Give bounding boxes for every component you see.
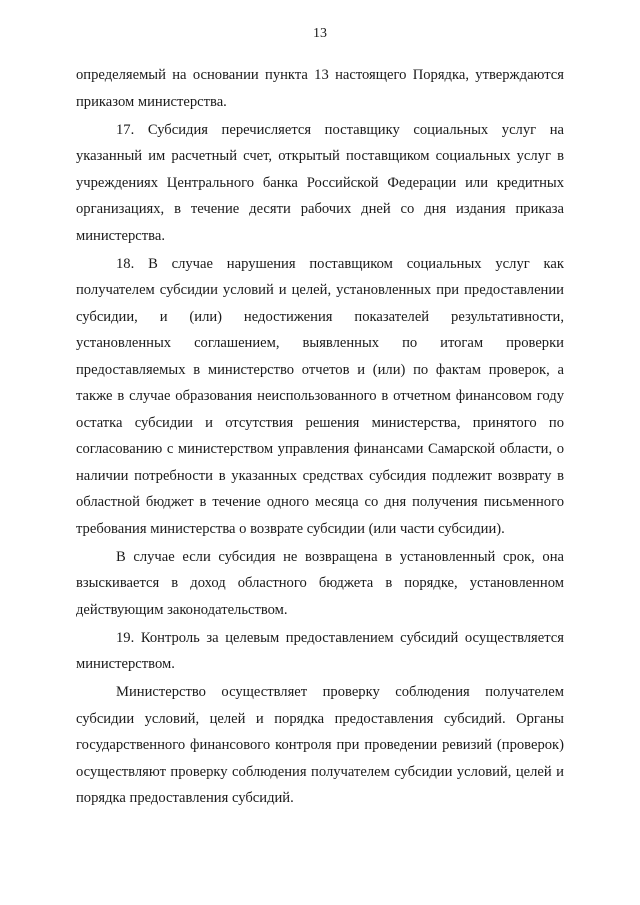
paragraph-item-18: 18. В случае нарушения поставщиком социальных услуг как получателем субсидии условий и целей, установленных при предоставлении субсидии, и (или) недостижения показателей результативности, установленных соглашением, выявленных по итогам проверки предоставляемых в министерство отчетов и (или) по фактам проверок, а также в случае образования неиспользованного в отчетном финансовом году остатка субсидии и отсутствия решения министерства, принятого по согласованию с министерством управления финансами Самарской области, о наличии потребности в указанных средствах субсидия подлежит возврату в областной бюджет в течение одного месяца со дня получения письменного требования министерства о возврате субсидии (или части субсидии).: [76, 255, 564, 537]
paragraph-item-17: 17. Субсидия перечисляется поставщику социальных услуг на указанный им расчетный счет, открытый поставщиком социальных услуг в учреждениях Центрального банка Российской Федерации или кредитных организациях, в течение десяти рабочих дней со дня издания приказа министерства.: [76, 121, 564, 244]
page-number: 13: [313, 26, 327, 41]
document-body: [76, 62, 564, 813]
paragraph-item-19: 19. Контроль за целевым предоставлением субсидий осуществляется министерством.: [76, 629, 564, 672]
paragraph-item-19-check: Министерство осуществляет проверку соблюдения получателем субсидии условий, целей и порядка предоставления субсидий. Органы государственного финансового контроля при проведении ревизий (проверок) осуществляют проверку соблюдения получателем субсидии условий, целей и порядка предоставления субсидий.: [76, 684, 564, 806]
paragraph-continuation: определяемый на основании пункта 13 настоящего Порядка, утверждаются приказом министерства.: [76, 67, 564, 110]
paragraph-item-18-return: В случае если субсидия не возвращена в установленный срок, она взыскивается в доход областного бюджета в порядке, установленном действующим законодательством.: [76, 548, 564, 618]
